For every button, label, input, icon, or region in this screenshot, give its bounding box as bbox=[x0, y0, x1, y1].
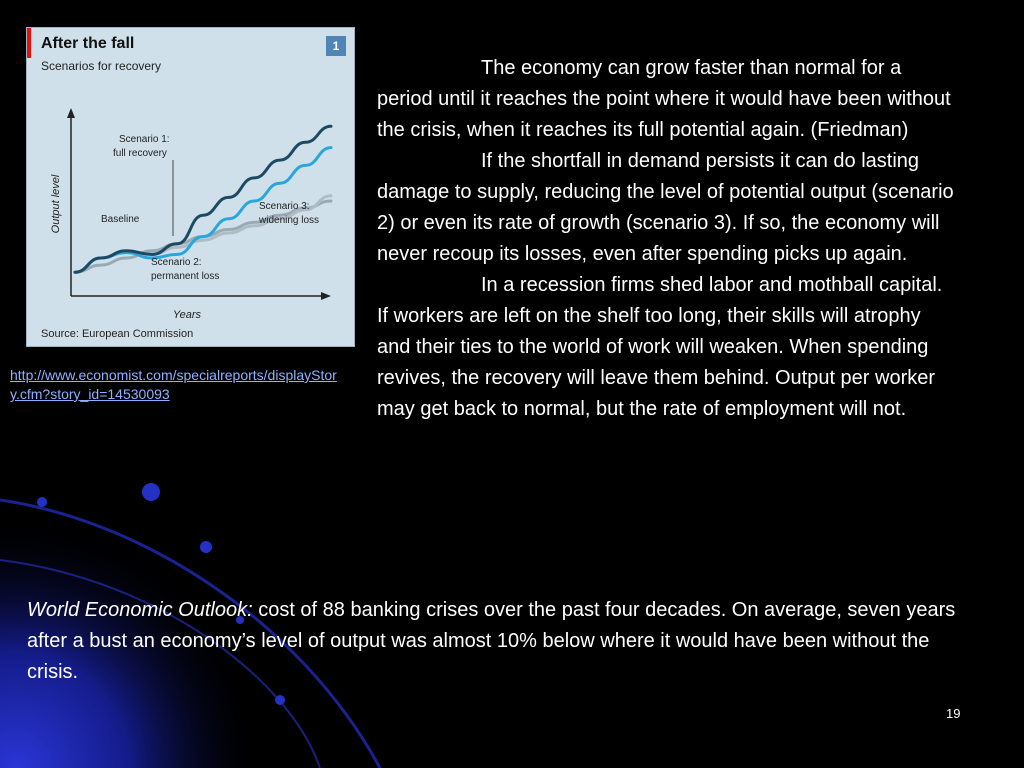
annotation-s3-line2: widening loss bbox=[259, 215, 320, 226]
chart-svg bbox=[27, 28, 356, 348]
paragraph-1 bbox=[377, 53, 957, 146]
source-link[interactable]: http://www.economist.com/specialreports/displayStory.cfm?story_id=14530093 bbox=[10, 367, 337, 402]
paragraph-3 bbox=[377, 270, 957, 425]
annotation-s2-line2: permanent loss bbox=[151, 271, 220, 282]
annotation-s3-line1: Scenario 3: bbox=[259, 201, 310, 212]
chart-badge: 1 bbox=[326, 36, 346, 56]
chart-title: After the fall bbox=[41, 35, 135, 52]
annotation-s1-line1: Scenario 1: bbox=[119, 134, 170, 145]
x-axis-label: Years bbox=[172, 309, 202, 321]
publication-title: World Economic Outlook: bbox=[27, 599, 253, 621]
page-number: 19 bbox=[946, 706, 961, 721]
bottom-quote bbox=[27, 595, 977, 688]
annotation-s2-line1: Scenario 2: bbox=[151, 257, 202, 268]
bottom-quote-text: cost of 88 banking crises over the past four decades. On average, seven years after a bust an economy’s level of output was almost 10% below where it would have been without the crisis. bbox=[27, 599, 956, 683]
annotation-baseline: Baseline bbox=[101, 214, 140, 225]
y-axis-label: Output level bbox=[50, 174, 62, 234]
paragraph-2-text: If the shortfall in demand persists it can do lasting damage to supply, reducing the level of potential output (scenario 2) or even its rate of growth (scenario 3). If so, the economy will never recoup its losses, even after spending picks up again. bbox=[377, 150, 954, 265]
chart-figure bbox=[26, 27, 355, 347]
chart-subtitle: Scenarios for recovery bbox=[41, 59, 162, 73]
body-text bbox=[377, 53, 957, 425]
y-axis-arrow bbox=[67, 108, 75, 118]
annotation-s1-line2: full recovery bbox=[113, 148, 167, 159]
paragraph-3-text: In a recession firms shed labor and mothball capital. If workers are left on the shelf too long, their skills will atrophy and their ties to the world of work will weaken. When spending revives, the recovery will leave them behind. Output per worker may get back to normal, but the rate of employment will not. bbox=[377, 274, 943, 420]
paragraph-1-text: The economy can grow faster than normal for a period until it reaches the point where it would have been without the crisis, when it reaches its full potential again. (Friedman) bbox=[377, 57, 951, 141]
x-axis-arrow bbox=[321, 292, 331, 300]
paragraph-2 bbox=[377, 146, 957, 270]
chart-source: Source: European Commission bbox=[41, 328, 194, 340]
